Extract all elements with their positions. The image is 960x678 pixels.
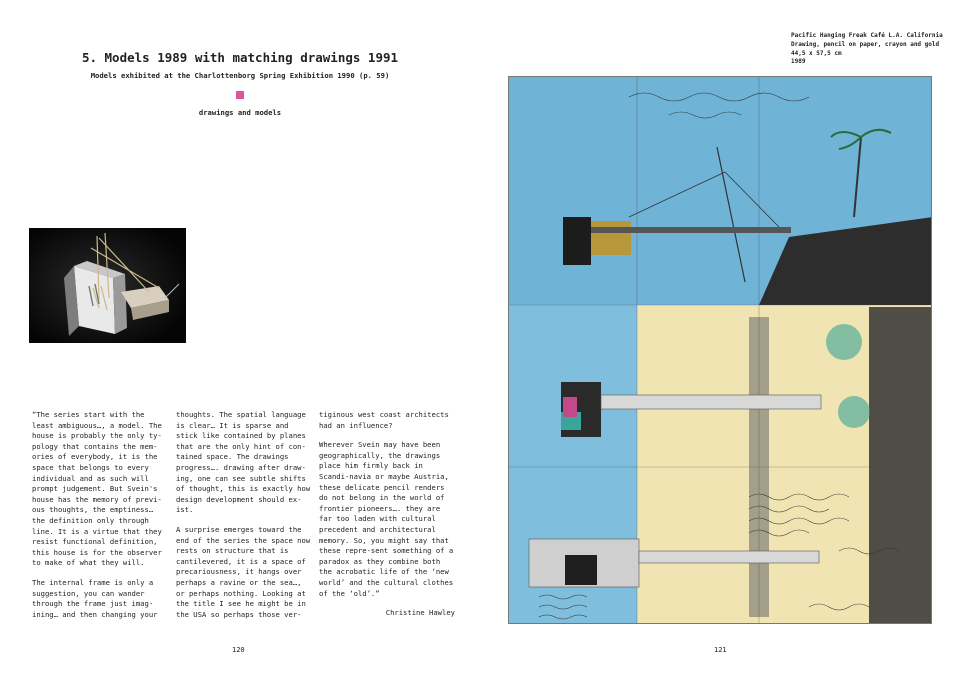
architectural-drawing bbox=[508, 76, 932, 624]
drawing-caption bbox=[791, 32, 943, 67]
paragraph: The internal frame is only a suggestion, you can wander through the frame just imag-ining… and then changing your bbox=[32, 577, 158, 619]
page-subtitle: Models exhibited at the Charlottenborg Spring Exhibition 1990 (p. 59) bbox=[90, 71, 390, 80]
section-marker bbox=[236, 91, 244, 99]
paragraph: thoughts. The spatial language is clear… It is sparse and stick like contained by planes that are the only hint of con-tained space. The drawings progress…. drawing after draw-ing, one can see subtle shifts of thought, this is exactly how design development should ex-ist. bbox=[176, 410, 311, 515]
text-column-3 bbox=[319, 410, 455, 619]
text-column-1 bbox=[32, 410, 168, 629]
paragraph: Wherever Svein may have been geographically, the drawings place him firmly back in Scandi-navia or maybe Austria, these delicate pencil renders do not belong in the world of frontier pioneers…. they are far too laden with cultural precedent and architectural memory. So, you might say that these repre-sent something of a paradox as they combine both the acrobatic life of the ‘new world’ and the cultural clothes of the ‘old’.” bbox=[319, 440, 454, 598]
paragraph: “The series start with the least ambiguous…, a model. The house is probably the only ty-pology that contains the mem-ories of everybody, it is the space that belongs to every individual and as such will prompt judgement. But Svein's house has the memory of previ-ous thoughts, the emptiness… the definition only through line. It is a virtue that they resist functional definition, this house is for the observer to make of what they will. bbox=[32, 410, 162, 568]
drawing-graphic bbox=[509, 77, 932, 624]
text-column-2 bbox=[176, 410, 312, 629]
paragraph: A surprise emerges toward the end of the series the space now rests on structure that is cantilevered, it is a space of precariousness, it hangs over perhaps a ravine or the sea…, or perhaps nothing. Looking at the title I see he might be in the USA so perhaps those ver- bbox=[176, 524, 311, 619]
author-name: Christine Hawley bbox=[385, 608, 455, 618]
caption-year: 1989 bbox=[791, 58, 806, 66]
caption-medium: Drawing, pencil on paper, crayon and gold bbox=[791, 40, 940, 48]
page-title: 5. Models 1989 with matching drawings 1991 bbox=[81, 50, 399, 65]
model-photo bbox=[29, 228, 186, 343]
caption-size: 44,5 x 57,5 cm bbox=[791, 49, 842, 57]
paragraph: tiginous west coast architects had an influence? bbox=[319, 410, 449, 430]
page-number-right: 121 bbox=[714, 646, 727, 654]
model-photo-graphic bbox=[29, 228, 186, 343]
section-label: drawings and models bbox=[198, 108, 282, 117]
page-number-left: 120 bbox=[232, 646, 245, 654]
caption-title: Pacific Hanging Freak Café L.A. California bbox=[791, 32, 943, 39]
